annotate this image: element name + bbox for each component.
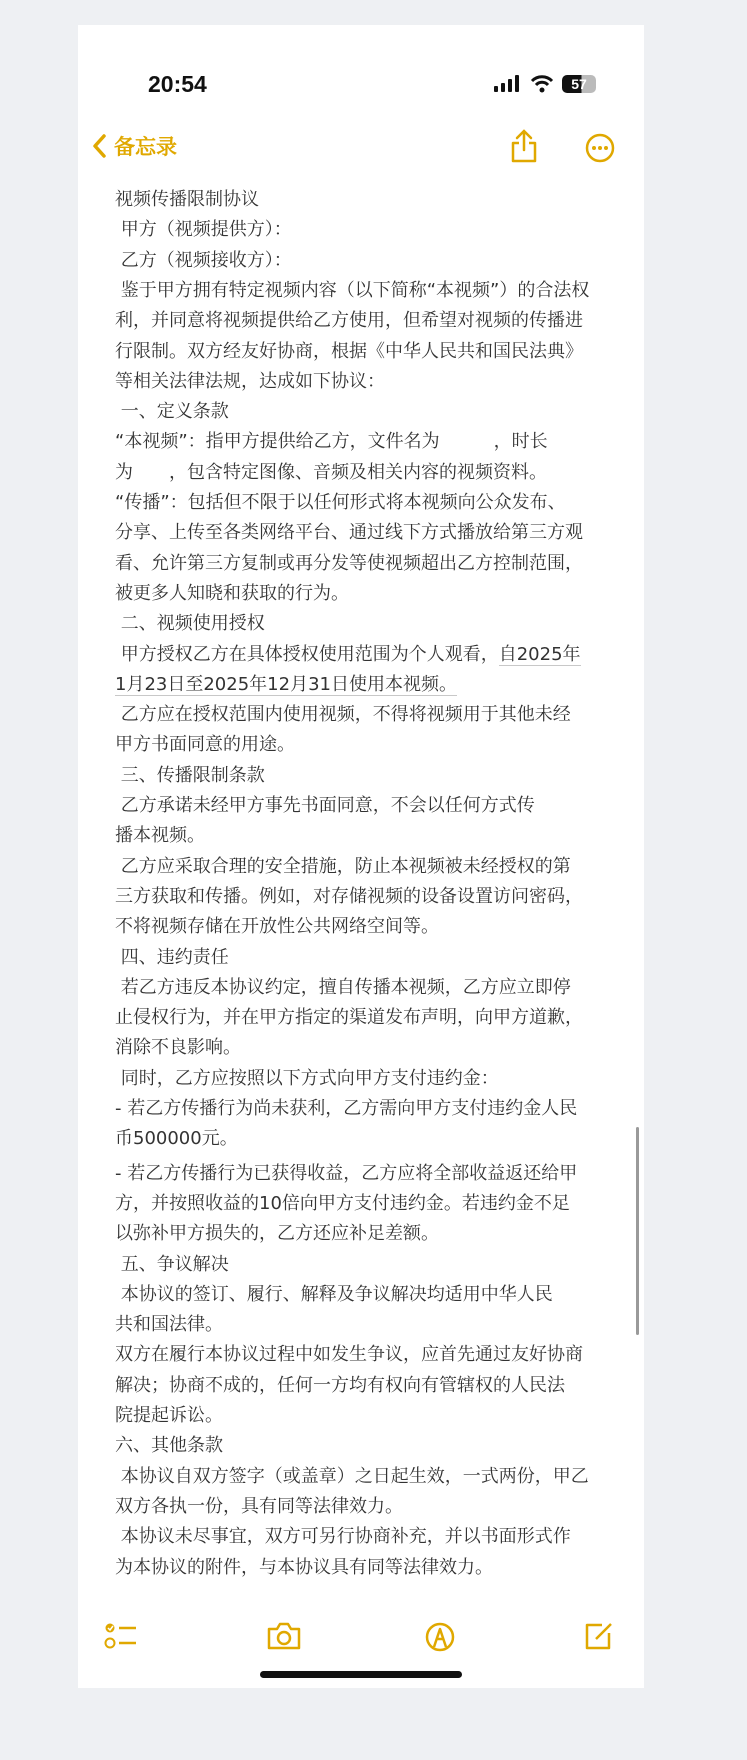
status-time: 20:54 <box>148 71 207 97</box>
note-body[interactable] <box>115 185 635 1615</box>
note-line: 看、允许第三方复制或再分发等使视频超出乙方控制范围， <box>115 552 583 574</box>
note-line: 乙方应在授权范围内使用视频，不得将视频用于其他未经 <box>115 704 571 726</box>
markup-icon <box>424 1621 456 1653</box>
signal-icon <box>494 75 522 93</box>
checklist-icon <box>104 1621 138 1651</box>
note-line: - 若乙方传播行为尚未获利，乙方需向甲方支付违约金人民 <box>115 1098 578 1119</box>
note-line: 双方在履行本协议过程中如发生争议，应首先通过友好协商 <box>115 1344 583 1366</box>
note-line <box>115 640 581 670</box>
section-heading: 二、视频使用授权 <box>115 613 265 635</box>
status-icons <box>494 75 596 93</box>
home-indicator[interactable] <box>260 1671 462 1678</box>
compose-button[interactable] <box>584 1621 614 1655</box>
note-title: 视频传播限制协议 <box>115 189 259 210</box>
note-line: 甲方书面同意的用途。 <box>115 734 295 756</box>
note-line: 共和国法律。 <box>115 1314 223 1336</box>
note-line: 乙方承诺未经甲方事先书面同意，不会以任何方式传 <box>115 795 535 816</box>
note-line: 以弥补甲方损失的，乙方还应补足差额。 <box>115 1223 439 1245</box>
section-heading: 五、争议解决 <box>115 1253 229 1275</box>
note-line: 分享、上传至各类网络平台、通过线下方式播放给第三方观 <box>115 522 583 544</box>
note-line <box>115 670 457 700</box>
note-line: 三方获取和传播。例如，对存储视频的设备设置访问密码， <box>115 885 583 907</box>
share-icon[interactable] <box>510 128 538 164</box>
bottom-toolbar <box>78 1621 644 1661</box>
camera-button[interactable] <box>266 1621 302 1655</box>
section-heading: 六、其他条款 <box>115 1435 223 1457</box>
underlined-date: 1月23日至2025年12月31日使用本视频。 <box>115 673 457 695</box>
back-button[interactable] <box>92 131 177 161</box>
note-line: 本协议自双方签字（或盖章）之日起生效，一式两份，甲乙 <box>115 1465 589 1487</box>
note-line: 鉴于甲方拥有特定视频内容（以下简称“本视频”）的合法权 <box>115 279 590 301</box>
note-line: 本协议的签订、履行、解释及争议解决均适用中华人民 <box>115 1283 553 1305</box>
note-line: 双方各执一份，具有同等法律效力。 <box>115 1495 403 1517</box>
chevron-left-icon <box>92 134 106 158</box>
note-line: 利，并同意将视频提供给乙方使用，但希望对视频的传播进 <box>115 310 583 332</box>
note-line: 解决；协商不成的，任何一方均有权向有管辖权的人民法 <box>115 1374 565 1396</box>
note-line: 乙方应采取合理的安全措施，防止本视频被未经授权的第 <box>115 855 571 877</box>
note-line: 行限制。双方经友好协商，根据《中华人民共和国民法典》 <box>115 340 583 362</box>
note-line: 消除不良影响。 <box>115 1037 241 1059</box>
note-line: 不将视频存储在开放性公共网络空间等。 <box>115 916 439 938</box>
battery-level: 57 <box>571 76 587 92</box>
note-line: 同时，乙方应按照以下方式向甲方支付违约金： <box>115 1067 499 1089</box>
note-line: 为本协议的附件，与本协议具有同等法律效力。 <box>115 1556 493 1578</box>
notes-screen <box>78 25 644 1688</box>
back-label: 备忘录 <box>114 135 177 159</box>
note-line: 为 ，包含特定图像、音频及相关内容的视频资料。 <box>115 461 547 483</box>
note-line: 若乙方违反本协议约定，擅自传播本视频，乙方应立即停 <box>115 976 571 998</box>
note-line: 方，并按照收益的10倍向甲方支付违约金。若违约金不足 <box>115 1192 570 1214</box>
note-line: 甲方（视频提供方）： <box>115 219 292 241</box>
more-icon[interactable] <box>585 133 615 163</box>
battery-icon <box>562 75 596 93</box>
note-line: 本协议未尽事宜，双方可另行协商补充，并以书面形式作 <box>115 1526 571 1548</box>
note-line: 被更多人知晓和获取的行为。 <box>115 582 349 604</box>
note-line: 播本视频。 <box>115 825 205 847</box>
wifi-icon <box>530 75 554 93</box>
note-line: 止侵权行为，并在甲方指定的渠道发布声明，向甲方道歉， <box>115 1007 583 1029</box>
note-line: “本视频”：指甲方提供给乙方，文件名为 ，时长 <box>115 431 548 453</box>
note-line: 币500000元。 <box>115 1128 238 1150</box>
checklist-button[interactable] <box>104 1621 138 1655</box>
note-line: 院提起诉讼。 <box>115 1405 223 1426</box>
underlined-date: 自2025年 <box>498 643 581 665</box>
camera-icon <box>266 1621 302 1651</box>
markup-button[interactable] <box>424 1621 456 1657</box>
note-line: - 若乙方传播行为已获得收益，乙方应将全部收益返还给甲 <box>115 1162 578 1184</box>
note-line: 乙方（视频接收方）： <box>115 249 292 271</box>
section-heading: 三、传播限制条款 <box>115 764 265 786</box>
note-line: “传播”：包括但不限于以任何形式将本视频向公众发布、 <box>115 492 566 513</box>
note-line: 等相关法律法规，达成如下协议： <box>115 370 385 392</box>
section-heading: 一、定义条款 <box>115 401 229 423</box>
scrollbar[interactable] <box>636 1127 639 1335</box>
section-heading: 四、违约责任 <box>115 946 229 968</box>
compose-icon <box>584 1621 614 1651</box>
note-text: 甲方授权乙方在具体授权使用范围为个人观看， <box>115 643 499 665</box>
